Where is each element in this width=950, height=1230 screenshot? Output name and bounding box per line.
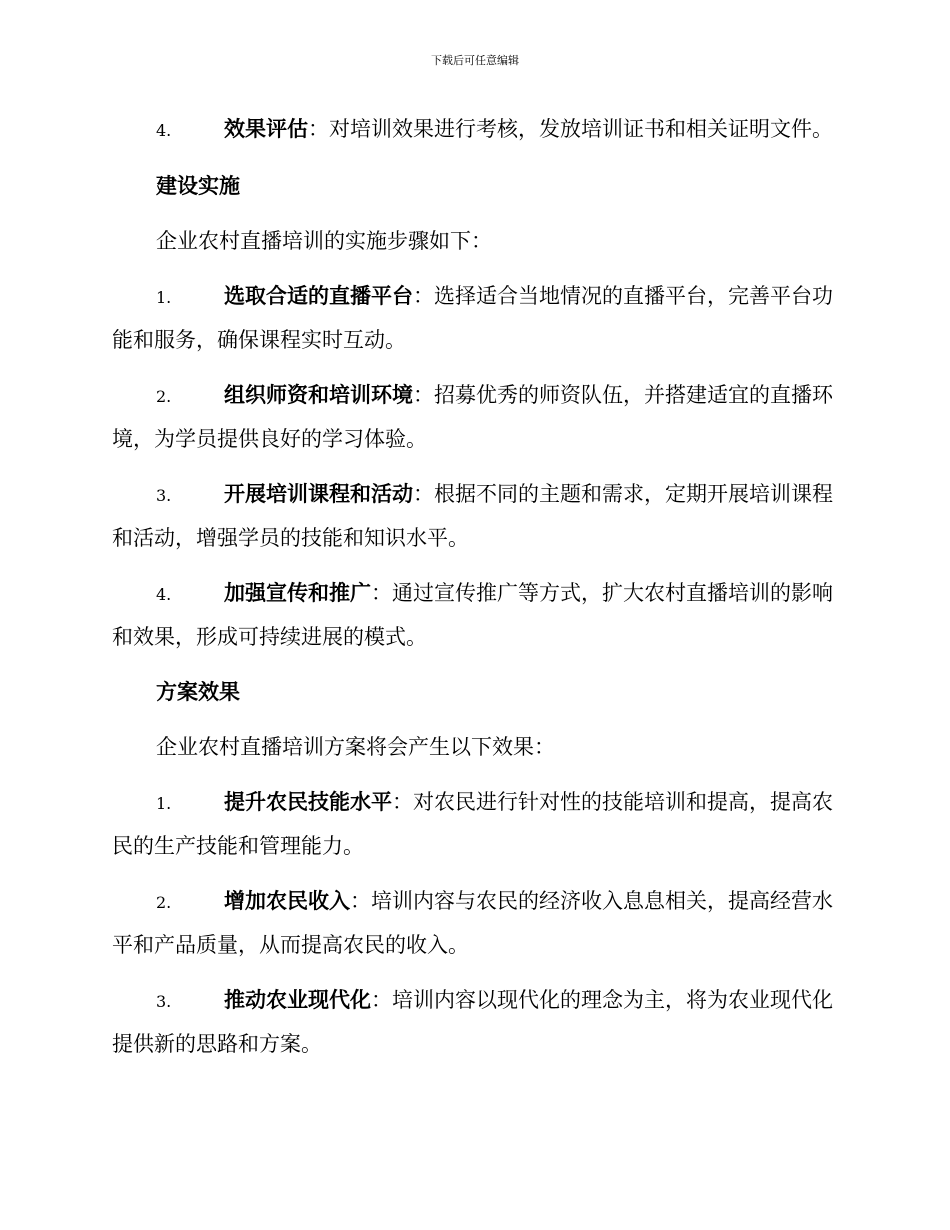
list-item: [112, 781, 840, 867]
section-intro: 企业农村直播培训方案将会产生以下效果：: [156, 735, 555, 759]
list-separator: ：: [371, 988, 392, 1012]
list-item: [112, 473, 840, 559]
list-number: 2.: [156, 893, 172, 912]
section-heading: 建设实施: [156, 174, 240, 198]
list-term: 提升农民技能水平: [224, 790, 392, 814]
list-description: 培训内容以现代化的理念为主，将为农业现代化提供新的思路和方案。: [112, 988, 833, 1056]
list-separator: ：: [371, 581, 392, 605]
list-number: 3.: [156, 992, 172, 1011]
section-intro: 企业农村直播培训的实施步骤如下：: [156, 229, 492, 253]
list-description: 招募优秀的师资队伍，并搭建适宜的直播环境，为学员提供良好的学习体验。: [112, 383, 833, 451]
list-separator: ：: [413, 284, 434, 308]
section-heading: 方案效果: [156, 680, 240, 704]
list-separator: ：: [392, 790, 413, 814]
list-item: [112, 108, 840, 152]
list-item: [112, 979, 840, 1065]
list-description: 对农民进行针对性的技能培训和提高，提高农民的生产技能和管理能力。: [112, 790, 833, 858]
list-term: 开展培训课程和活动: [224, 482, 413, 506]
list-number: 4.: [156, 585, 172, 604]
list-separator: ：: [413, 482, 434, 506]
list-number: 4.: [156, 121, 172, 140]
document-body: [112, 108, 840, 1078]
list-number: 1.: [156, 794, 172, 813]
list-item: [112, 572, 840, 658]
list-number: 3.: [156, 486, 172, 505]
list-description: 根据不同的主题和需求，定期开展培训课程和活动，增强学员的技能和知识水平。: [112, 482, 833, 550]
list-description: 通过宣传推广等方式，扩大农村直播培训的影响和效果，形成可持续进展的模式。: [112, 581, 833, 649]
list-term: 推动农业现代化: [224, 988, 371, 1012]
list-description: 对培训效果进行考核，发放培训证书和相关证明文件。: [329, 117, 833, 141]
list-term: 选取合适的直播平台: [224, 284, 413, 308]
list-separator: ：: [350, 889, 371, 913]
list-number: 1.: [156, 288, 172, 307]
list-term: 效果评估: [224, 117, 308, 141]
list-number: 2.: [156, 387, 172, 406]
list-separator: ：: [413, 383, 434, 407]
list-description: 培训内容与农民的经济收入息息相关，提高经营水平和产品质量，从而提高农民的收入。: [112, 889, 833, 957]
page-header-note: 下载后可任意编辑: [431, 54, 519, 67]
list-item: [112, 275, 840, 361]
list-item: [112, 374, 840, 460]
list-separator: ：: [308, 117, 329, 141]
list-term: 组织师资和培训环境: [224, 383, 413, 407]
list-term: 增加农民收入: [224, 889, 350, 913]
list-item: [112, 880, 840, 966]
list-description: 选择适合当地情况的直播平台，完善平台功能和服务，确保课程实时互动。: [112, 284, 833, 352]
list-term: 加强宣传和推广: [224, 581, 371, 605]
